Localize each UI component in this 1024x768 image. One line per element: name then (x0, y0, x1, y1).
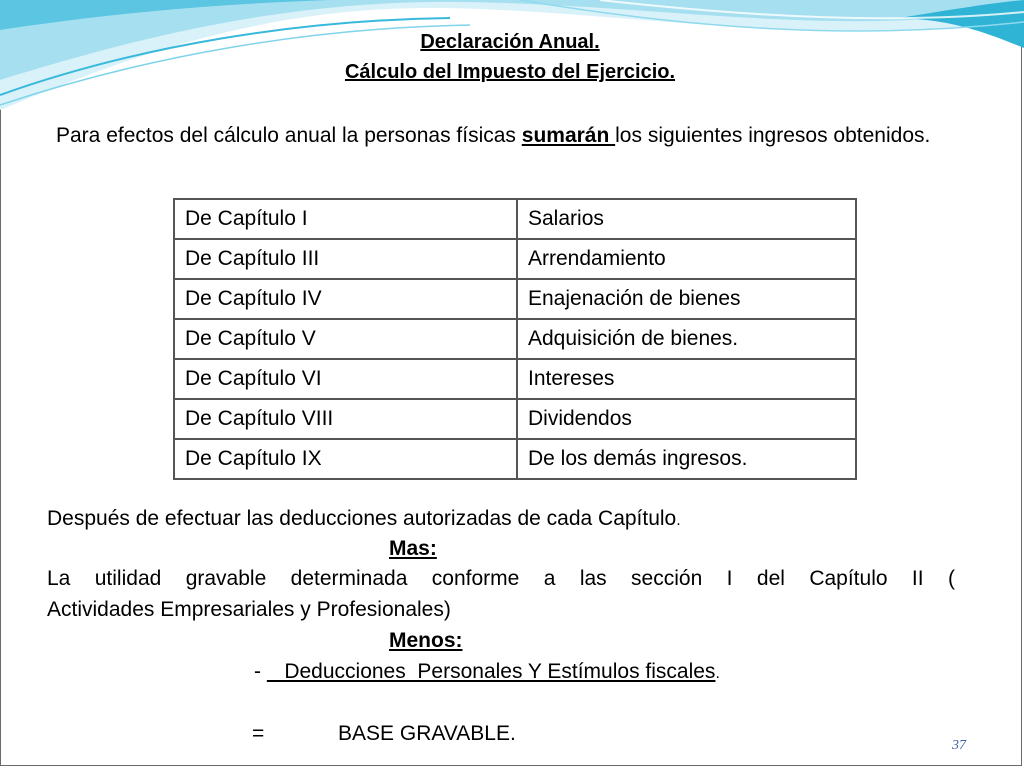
income-type-cell: Arrendamiento (517, 239, 856, 279)
after-deductions-text (47, 507, 681, 531)
income-chapters-table (173, 198, 857, 480)
chapter-cell: De Capítulo IV (174, 279, 517, 319)
income-type-cell: Intereses (517, 359, 856, 399)
menos-heading: Menos: (389, 629, 463, 652)
deducciones-period: . (715, 665, 720, 682)
mas-heading: Mas: (389, 537, 437, 560)
table-row (174, 439, 856, 479)
after-deductions-main: Después de efectuar las deducciones autorizadas de cada Capítulo (47, 507, 677, 530)
actividades-text: Actividades Empresariales y Profesionales) (47, 598, 451, 621)
intro-text-before: Para efectos del cálculo anual la personas físicas (56, 124, 522, 147)
table-row (174, 399, 856, 439)
chapter-cell: De Capítulo IX (174, 439, 517, 479)
intro-paragraph (56, 121, 961, 151)
chapter-cell: De Capítulo VI (174, 359, 517, 399)
base-gravable-text: BASE GRAVABLE. (338, 722, 516, 745)
slide-subtitle: Cálculo del Impuesto del Ejercicio. (344, 61, 676, 83)
equals-symbol: = (252, 722, 265, 745)
dash-symbol: - (254, 660, 267, 683)
chapter-cell: De Capítulo V (174, 319, 517, 359)
income-type-cell: Salarios (517, 199, 856, 239)
utilidad-text: La utilidad gravable determinada conforme a las sección I del Capítulo II ( (47, 567, 955, 590)
table-row (174, 239, 856, 279)
intro-text-after: los siguientes ingresos obtenidos. (615, 124, 931, 147)
slide-title: Declaración Anual. (420, 31, 600, 53)
income-type-cell: Adquisición de bienes. (517, 319, 856, 359)
chapter-cell: De Capítulo I (174, 199, 517, 239)
income-type-cell: De los demás ingresos. (517, 439, 856, 479)
table-row (174, 199, 856, 239)
after-deductions-period: . (676, 512, 681, 529)
income-type-cell: Dividendos (517, 399, 856, 439)
page-number: 37 (952, 738, 966, 753)
deducciones-text: Deducciones Personales Y Estímulos fiscales (266, 660, 716, 683)
table-row (174, 359, 856, 399)
income-type-cell: Enajenación de bienes (517, 279, 856, 319)
deducciones-line (254, 660, 720, 684)
table-row (174, 319, 856, 359)
intro-emphasis: sumarán (521, 124, 616, 147)
table-row (174, 279, 856, 319)
chapter-cell: De Capítulo III (174, 239, 517, 279)
chapter-cell: De Capítulo VIII (174, 399, 517, 439)
